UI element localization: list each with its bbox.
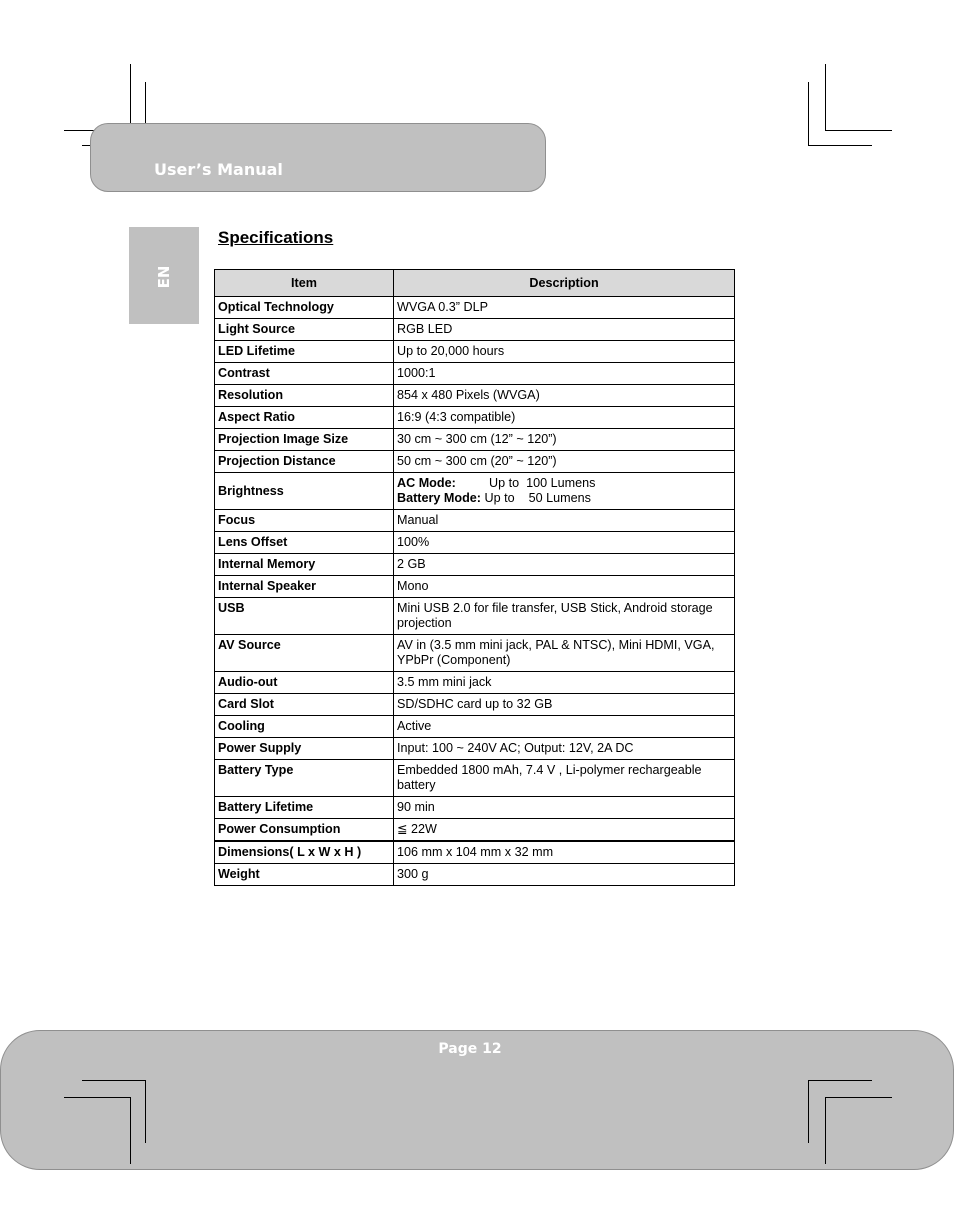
spec-item: Lens Offset [215, 532, 394, 554]
spec-description: Mini USB 2.0 for file transfer, USB Stick, Android storage projection [394, 598, 735, 635]
page-number: Page 12 [438, 1041, 502, 1057]
table-row [215, 797, 735, 819]
table-row [215, 451, 735, 473]
table-row [215, 319, 735, 341]
table-row [215, 819, 735, 842]
spec-item: AV Source [215, 635, 394, 672]
spec-description: 50 cm ~ 300 cm (20” ~ 120”) [394, 451, 735, 473]
table-row [215, 576, 735, 598]
spec-item: Aspect Ratio [215, 407, 394, 429]
spec-item: USB [215, 598, 394, 635]
spec-description: ≦ 22W [394, 819, 735, 842]
table-row [215, 635, 735, 672]
table-row [215, 864, 735, 886]
table-row [215, 716, 735, 738]
spec-item: Card Slot [215, 694, 394, 716]
spec-description: 106 mm x 104 mm x 32 mm [394, 841, 735, 864]
table-row [215, 363, 735, 385]
spec-description-brightness [394, 473, 735, 510]
brightness-battery-label: Battery Mode: [397, 491, 481, 505]
spec-item: Resolution [215, 385, 394, 407]
spec-description: 100% [394, 532, 735, 554]
spec-item: Power Supply [215, 738, 394, 760]
spec-item: Audio-out [215, 672, 394, 694]
table-row-brightness [215, 473, 735, 510]
spec-item: Battery Type [215, 760, 394, 797]
table-row [215, 297, 735, 319]
spec-description: 300 g [394, 864, 735, 886]
spec-description: Mono [394, 576, 735, 598]
spec-description: Up to 20,000 hours [394, 341, 735, 363]
spec-item: Internal Speaker [215, 576, 394, 598]
table-row [215, 385, 735, 407]
section-title: Specifications [218, 228, 334, 247]
spec-item: Battery Lifetime [215, 797, 394, 819]
table-row [215, 738, 735, 760]
spec-description: 2 GB [394, 554, 735, 576]
table-row [215, 760, 735, 797]
table-row [215, 429, 735, 451]
table-row [215, 510, 735, 532]
spec-description: RGB LED [394, 319, 735, 341]
spec-item: Contrast [215, 363, 394, 385]
table-row [215, 341, 735, 363]
spec-item: Dimensions( L x W x H ) [215, 841, 394, 864]
spec-item: Weight [215, 864, 394, 886]
spec-description: Active [394, 716, 735, 738]
spec-item: Focus [215, 510, 394, 532]
spec-item: Internal Memory [215, 554, 394, 576]
spec-item: Cooling [215, 716, 394, 738]
table-row [215, 841, 735, 864]
spec-description: Manual [394, 510, 735, 532]
spec-description: 30 cm ~ 300 cm (12” ~ 120”) [394, 429, 735, 451]
spec-description: 3.5 mm mini jack [394, 672, 735, 694]
spec-description: 90 min [394, 797, 735, 819]
table-row [215, 532, 735, 554]
spec-description: 16:9 (4:3 compatible) [394, 407, 735, 429]
spec-description: SD/SDHC card up to 32 GB [394, 694, 735, 716]
spec-item: Projection Image Size [215, 429, 394, 451]
table-row [215, 694, 735, 716]
specifications-table [214, 269, 735, 886]
language-label: EN [155, 265, 173, 289]
table-row [215, 407, 735, 429]
spec-item: Brightness [215, 473, 394, 510]
spec-description: Embedded 1800 mAh, 7.4 V , Li-polymer rechargeable battery [394, 760, 735, 797]
table-row [215, 554, 735, 576]
column-header-item: Item [215, 270, 394, 297]
table-header-row [215, 270, 735, 297]
brightness-battery-line [397, 491, 731, 506]
table-row [215, 672, 735, 694]
spec-description: AV in (3.5 mm mini jack, PAL & NTSC), Mini HDMI, VGA, YPbPr (Component) [394, 635, 735, 672]
spec-description: 854 x 480 Pixels (WVGA) [394, 385, 735, 407]
brightness-ac-label: AC Mode: [397, 476, 456, 490]
column-header-description: Description [394, 270, 735, 297]
spec-description: 1000:1 [394, 363, 735, 385]
header-tab [90, 123, 546, 192]
table-row [215, 598, 735, 635]
brightness-ac-value: Up to 100 Lumens [489, 476, 596, 490]
spec-item: LED Lifetime [215, 341, 394, 363]
brightness-battery-value: Up to 50 Lumens [484, 491, 591, 505]
spec-description: WVGA 0.3” DLP [394, 297, 735, 319]
brightness-ac-line [397, 476, 731, 491]
spec-item: Optical Technology [215, 297, 394, 319]
spec-item: Light Source [215, 319, 394, 341]
spec-description: Input: 100 ~ 240V AC; Output: 12V, 2A DC [394, 738, 735, 760]
spec-item: Projection Distance [215, 451, 394, 473]
spec-item: Power Consumption [215, 819, 394, 842]
